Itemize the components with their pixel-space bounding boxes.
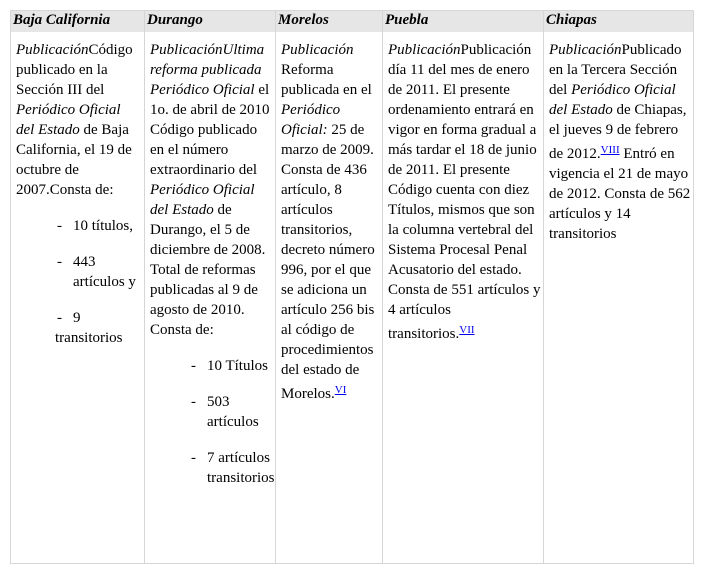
cell-durango [150,40,273,488]
list-item: - 10 títulos, [57,218,134,234]
cell-text: transitorios [55,330,123,346]
cell-text: de Baja California, el 19 de octubre de 2007.Consta de: [16,122,132,198]
contents-list [57,216,142,328]
cell-text: Entró en vigencia el 21 de mayo de 2012. Consta de 562 artículos y 14 transitorios [549,146,691,242]
header-baja-california: Baja California [13,12,111,28]
cell-text: de Durango, el 5 de diciembre de 2008. Total de reformas publicadas al 9 de agosto de 2010. Consta de: [150,202,266,338]
list-item: - 10 Títulos [191,358,268,374]
column-divider [275,11,276,563]
column-divider [144,11,145,563]
cell-text: Publicado en la Tercera Sección del [549,42,682,98]
header-chiapas: Chiapas [546,12,597,28]
cell-text: Publicación día 11 del mes de enero de 2011. El presente ordenamiento entrará en vigor en forma gradual a más tardar el 18 de junio de 2011. El presente Código cuenta con diez Títulos, mismos que son la columna vertebral del Sistema Procesal Penal Acusatorio del estado. Consta de 551 artículos y 4 artículos transitorios. [388,42,541,342]
cell-text: Código publicado en la Sección III del [16,42,133,98]
list-item: - 7 artículos transitorios [191,450,275,486]
footnote-link-vii[interactable]: VII [459,324,475,336]
cell-italic: Periódico Oficial del Estado [549,82,676,118]
footnote-link-viii[interactable]: VIII [600,144,620,156]
cell-italic: Periódico Oficial del Estado [16,102,121,138]
publicacion-label: Publicación [281,42,354,58]
cell-italic: Ultima reforma publicada Periódico Oficial [150,42,265,98]
footnote-link-vi[interactable]: VI [334,384,347,396]
dash-bullet: - [191,394,196,410]
dash-bullet: - [57,218,62,234]
cell-italic: Periódico Oficial: [281,102,341,138]
contents-list [191,356,275,488]
cell-text: Reforma publicada en el [281,62,372,98]
header-durango: Durango [147,12,203,28]
cell-text: el 1o. de abril de 2010 Código publicado en el número extraordinario del [150,82,270,178]
list-item: - 443 artículos y [57,254,136,290]
publicacion-label: Publicación [150,42,223,58]
cell-morelos [281,40,380,404]
cell-baja-california [16,40,142,348]
header-morelos: Morelos [278,12,329,28]
column-divider [382,11,383,563]
cell-puebla [388,40,541,344]
cell-italic: Periódico Oficial del Estado [150,182,255,218]
dash-bullet: - [191,450,196,466]
publicacion-label: Publicación [549,42,622,58]
cell-chiapas [549,40,691,244]
dash-bullet: - [191,358,196,374]
column-divider [543,11,544,563]
cell-text: 25 de marzo de 2009. Consta de 436 artículo, 8 artículos transitorios, decreto número 996, por el que se adiciona un artículo 256 bis al código de procedimientos del estado de Morelos. [281,122,375,402]
publicacion-label: Publicación [16,42,89,58]
comparison-table [10,10,694,564]
publicacion-label: Publicación [388,42,461,58]
dash-bullet: - [57,310,62,326]
cell-text: de Chiapas, el jueves 9 de febrero de 2012. [549,102,687,162]
header-puebla: Puebla [385,12,429,28]
list-item: - 9 [57,310,81,326]
list-item: - 503 artículos [191,394,259,430]
dash-bullet: - [57,254,62,270]
